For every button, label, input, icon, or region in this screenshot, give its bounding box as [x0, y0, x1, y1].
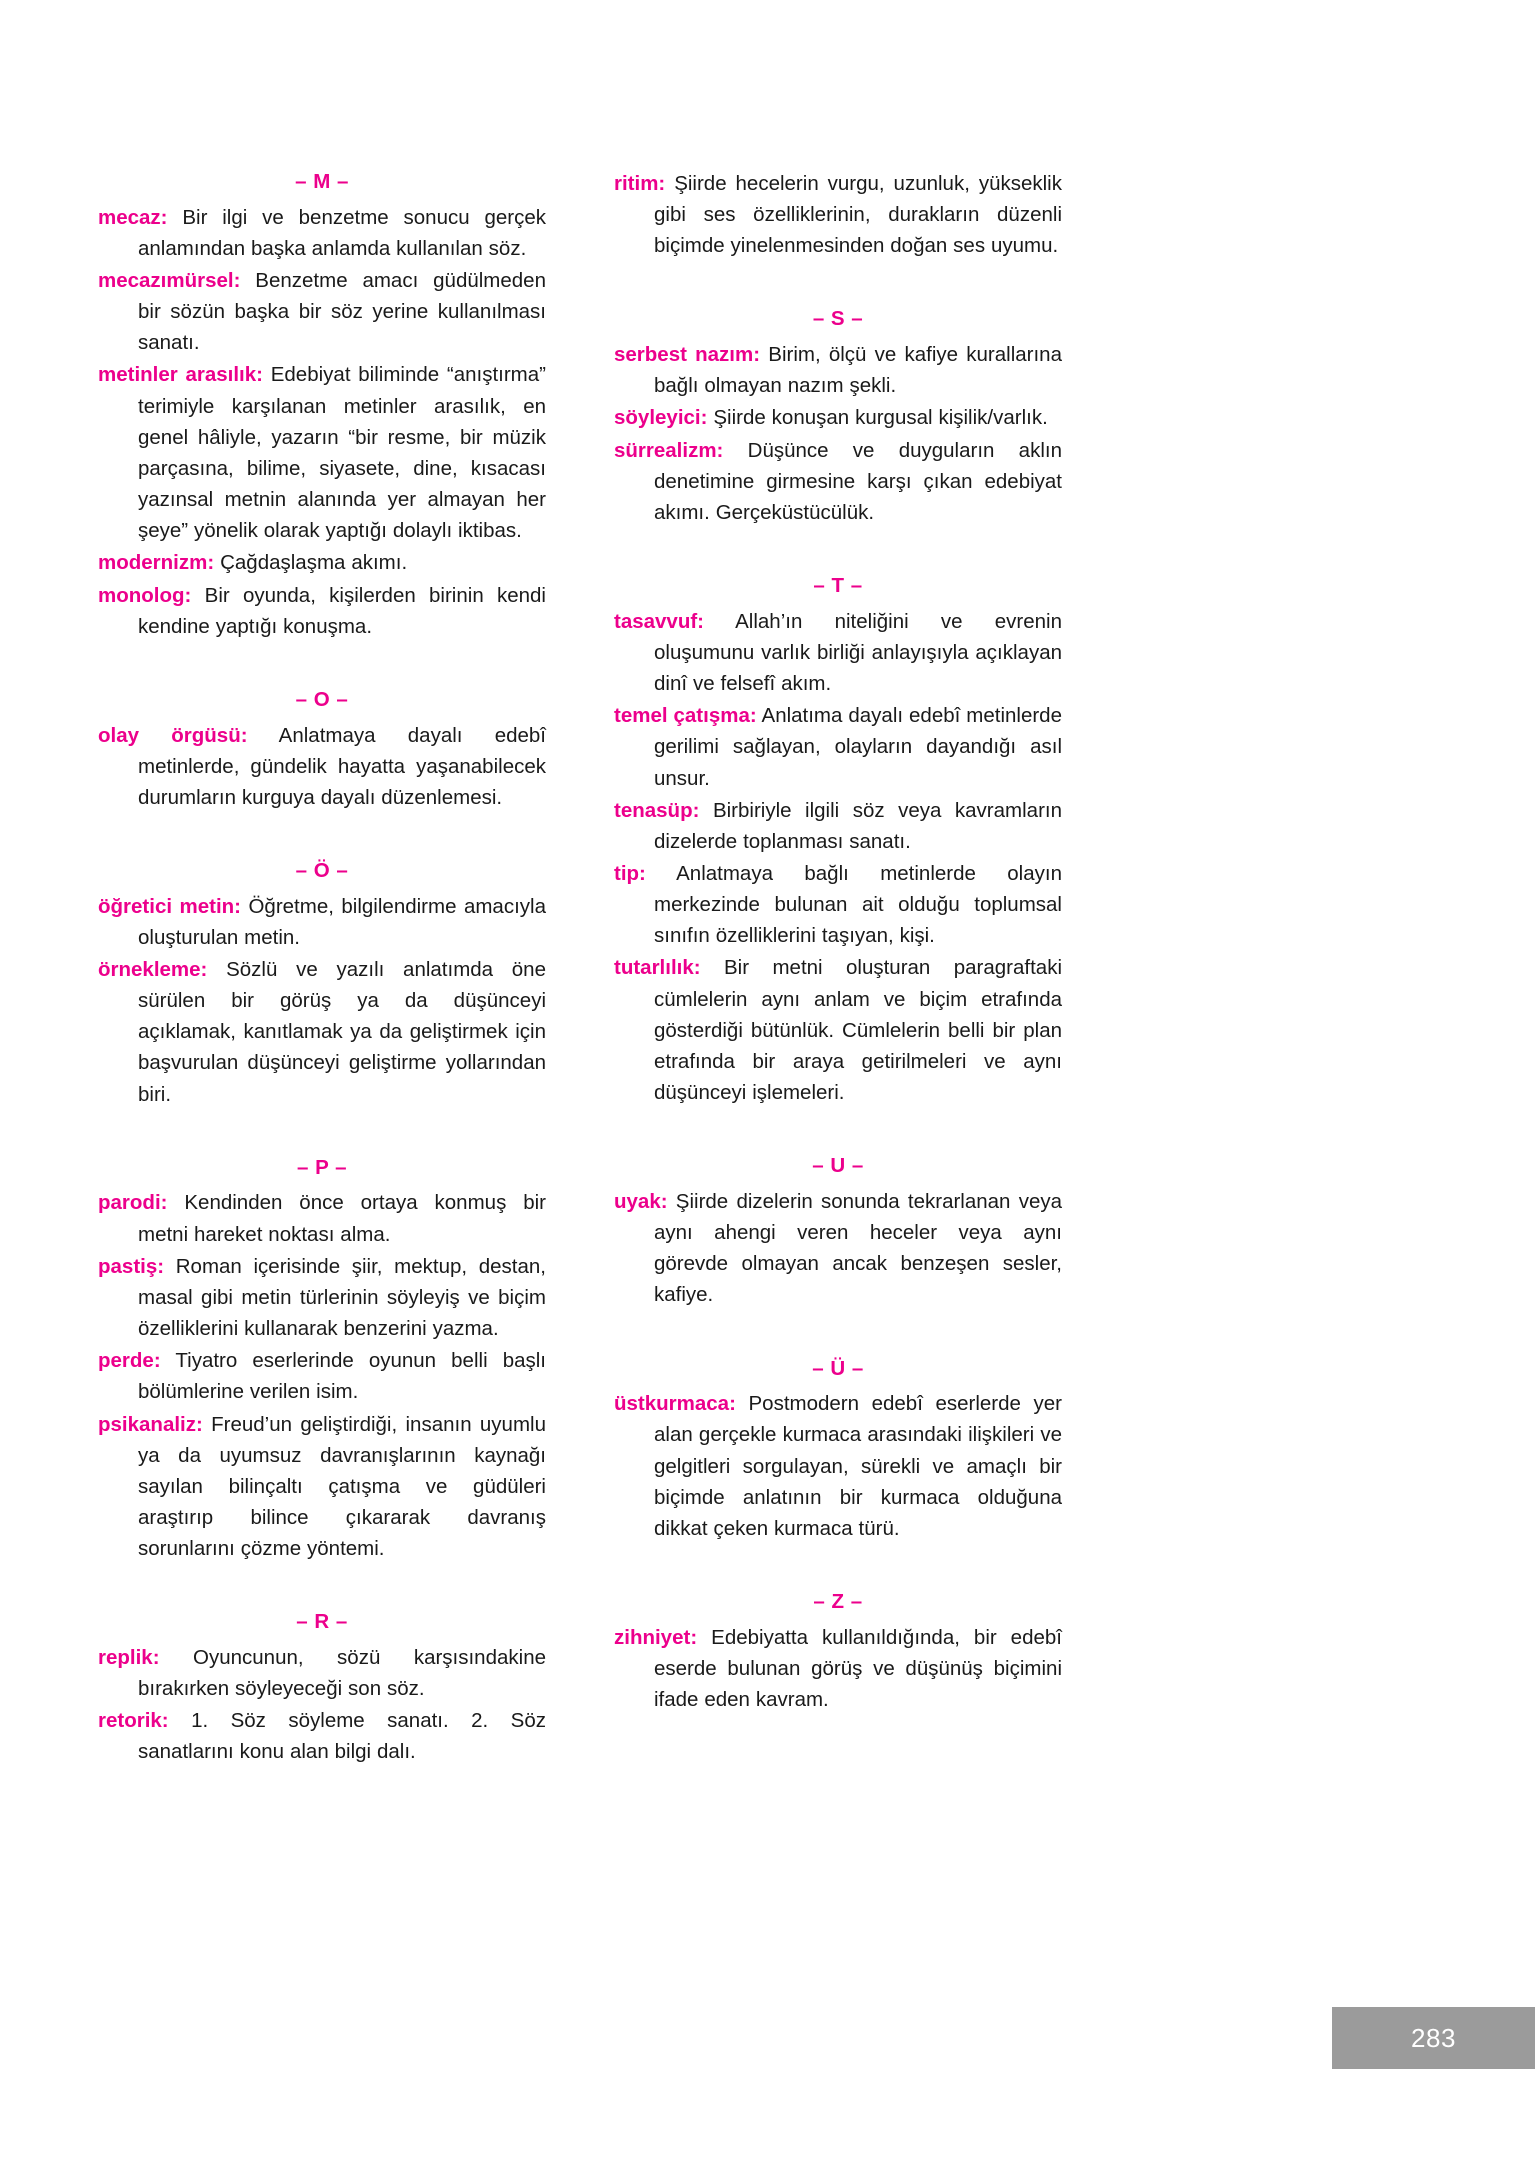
entry-term: tasavvuf:: [614, 609, 705, 633]
entry-term: mecaz:: [98, 205, 168, 229]
glossary-entry: [614, 858, 1062, 951]
entry-term: pastiş:: [98, 1254, 165, 1278]
glossary-entry: [614, 339, 1062, 401]
entry-definition: Öğretme, bilgilendirme amacıyla oluşturulan metin.: [138, 894, 546, 949]
entry-definition: Anlatmaya dayalı edebî metinlerde, gündelik hayatta yaşanabilecek durumların kurguya dayalı düzenlemesi.: [138, 723, 547, 809]
glossary-entry: [98, 1187, 546, 1249]
entry-definition: Allah’ın niteliğini ve evrenin oluşumunu varlık birliği anlayışıyla açıklayan dinî ve felsefî akım.: [654, 609, 1063, 696]
glossary-entry: [614, 952, 1062, 1108]
glossary-entry: [614, 435, 1062, 528]
entry-definition: Anlatıma dayalı edebî metinlerde gerilimi sağlayan, olayların dayandığı asıl unsur.: [654, 704, 1062, 790]
entry-definition: Düşünce ve duyguların aklın denetimine girmesine karşı çıkan edebiyat akımı. Gerçeküstücülük.: [654, 438, 1062, 524]
glossary-entry: [614, 700, 1062, 793]
entry-definition: Bir metni oluşturan paragraftaki cümlelerin aynı anlam ve biçim etrafında gösterdiği bütünlük. Cümlelerin belli bir plan etrafında bir araya getirilmeleri ve aynı düşünceyi işlemeleri.: [654, 956, 1062, 1105]
glossary-entry: [98, 720, 546, 813]
glossary-entry: [98, 891, 546, 953]
entry-term: zihniyet:: [614, 1625, 698, 1649]
letter-heading-t: – T –: [813, 574, 863, 598]
letter-heading-u-umlaut: – Ü –: [812, 1356, 864, 1380]
entry-term: uyak:: [614, 1189, 668, 1213]
letter-heading-p: – P –: [297, 1155, 347, 1179]
page-number: 283: [1411, 2022, 1456, 2053]
entry-term: retorik:: [98, 1709, 169, 1733]
glossary-entry: [614, 1186, 1062, 1311]
entry-term: parodi:: [98, 1191, 168, 1215]
left-column: [98, 168, 546, 1768]
glossary-entry: [614, 606, 1062, 699]
entry-definition: Birbiriyle ilgili söz veya kavramların dizelerde toplanması sanatı.: [654, 798, 1062, 853]
entry-term: ritim:: [614, 172, 666, 195]
entry-term: tenasüp:: [614, 798, 700, 822]
entry-definition: Çağdaşlaşma akımı.: [220, 551, 408, 575]
glossary-entry: [98, 1409, 546, 1565]
entry-definition: Şiirde konuşan kurgusal kişilik/varlık.: [713, 406, 1048, 430]
entry-definition: Oyuncunun, sözü karşısındakine bırakırken söyleyeceği son söz.: [138, 1645, 546, 1701]
two-column-body: [98, 168, 1438, 1768]
glossary-entry: [614, 402, 1062, 433]
entry-term: serbest nazım:: [614, 343, 761, 367]
glossary-entry: [98, 359, 546, 546]
entry-definition: Bir ilgi ve benzetme sonucu gerçek anlamından başka anlamda kullanılan söz.: [138, 205, 546, 260]
entry-term: perde:: [98, 1349, 161, 1373]
entry-definition: Tiyatro eserlerinde oyunun belli başlı bölümlerine verilen isim.: [138, 1349, 547, 1404]
entry-term: tutarlılık:: [614, 956, 701, 980]
entry-definition: 1. Söz söyleme sanatı. 2. Söz sanatlarını konu alan bilgi dalı.: [138, 1709, 546, 1764]
right-column: [614, 168, 1062, 1768]
entry-definition: Kendinden önce ortaya konmuş bir metni hareket noktası alma.: [138, 1191, 546, 1246]
glossary-entry: [98, 547, 546, 578]
entry-term: sürrealizm:: [614, 438, 724, 462]
glossary-entry: [614, 1388, 1062, 1544]
glossary-entry: [614, 1622, 1062, 1715]
entry-definition: Birim, ölçü ve kafiye kurallarına bağlı olmayan nazım şekli.: [654, 343, 1062, 398]
entry-term: temel çatışma:: [614, 704, 757, 728]
glossary-entry: [98, 1705, 546, 1767]
entry-definition: Roman içerisinde şiir, mektup, destan, masal gibi metin türlerinin söyleyiş ve biçim özelliklerini kullanarak benzerini yazma.: [138, 1254, 546, 1341]
entry-term: mecazımürsel:: [98, 268, 241, 292]
entry-definition: Anlatmaya bağlı metinlerde olayın merkezinde bulunan ait olduğu toplumsal sınıfın özelliklerini taşıyan, kişi.: [654, 862, 1062, 948]
page-number-footer: [1332, 2007, 1535, 2069]
entry-term: örnekleme:: [98, 957, 208, 981]
glossary-entry: [98, 1642, 546, 1704]
letter-heading-m: – M –: [295, 170, 349, 193]
letter-heading-u: – U –: [812, 1154, 864, 1178]
glossary-entry: [614, 795, 1062, 857]
entry-definition: Şiirde hecelerin vurgu, uzunluk, yükseklik gibi ses özelliklerinin, durakların düzenli biçimde yinelenmesinden doğan ses uyumu.: [654, 172, 1062, 258]
glossary-entry: [98, 1251, 546, 1344]
entry-term: öğretici metin:: [98, 894, 242, 918]
letter-heading-o: – O –: [295, 687, 349, 711]
entry-term: metinler arasılık:: [98, 363, 263, 387]
entry-definition: Bir oyunda, kişilerden birinin kendi kendine yaptığı konuşma.: [138, 583, 546, 638]
letter-heading-s: – S –: [812, 307, 864, 331]
glossary-entry: [98, 954, 546, 1110]
entry-definition: Edebiyatta kullanıldığında, bir edebî eserde bulunan görüş ve düşünüş biçimini ifade eden kavram.: [654, 1625, 1062, 1711]
entry-definition: Freud’un geliştirdiği, insanın uyumlu ya da uyumsuz davranışlarının kaynağı sayılan bilinçaltı çatışma ve güdüleri araştırıp bilince çıkararak davranış sorunlarını çözme yöntemi.: [138, 1412, 546, 1561]
entry-definition: Edebiyat biliminde “anıştırma” terimiyle karşılanan metinler arasılık, en genel hâliyle, yazarın “bir resme, bir müzik parçasına, bilime, siyasete, dine, kısacası yazınsal metnin alanında yer almayan her şeye” yönelik olarak yaptığı dolaylı iktibas.: [138, 363, 546, 543]
glossary-entry: [98, 580, 546, 642]
glossary-entry: [98, 202, 546, 264]
entry-term: tip:: [614, 862, 646, 885]
glossary-entry: [614, 168, 1062, 261]
entry-term: psikanaliz:: [98, 1412, 203, 1436]
entry-term: olay örgüsü:: [98, 723, 248, 747]
entry-definition: Postmodern edebî eserlerde yer alan gerçekle kurmaca arasındaki ilişkileri ve gelgitleri sorgulayan, sürekli ve amaçlı bir biçimde anlatının bir kurmaca olduğuna dikkat çeken kurmaca türü.: [654, 1392, 1062, 1540]
letter-heading-z: – Z –: [813, 1590, 863, 1613]
entry-definition: Benzetme amacı güdülmeden bir sözün başka bir söz yerine kullanılması sanatı.: [138, 268, 546, 355]
entry-term: üstkurmaca:: [614, 1392, 736, 1416]
entry-term: monolog:: [98, 583, 192, 607]
entry-definition: Sözlü ve yazılı anlatımda öne sürülen bir görüş ya da düşünceyi açıklamak, kanıtlamak ya da geliştirmek için başvurulan düşünceyi geliştirme yollarından biri.: [138, 957, 546, 1106]
letter-heading-r: – R –: [296, 1610, 348, 1634]
entry-term: modernizm:: [98, 551, 215, 575]
glossary-entry: [98, 265, 546, 358]
entry-term: replik:: [98, 1645, 160, 1669]
entry-term: söyleyici:: [614, 406, 708, 430]
letter-heading-o-umlaut: – Ö –: [295, 859, 349, 882]
glossary-entry: [98, 1345, 546, 1407]
entry-definition: Şiirde dizelerin sonunda tekrarlanan veya aynı ahengi veren heceler veya aynı görevde olmayan ancak benzeşen sesler, kafiye.: [654, 1189, 1062, 1307]
